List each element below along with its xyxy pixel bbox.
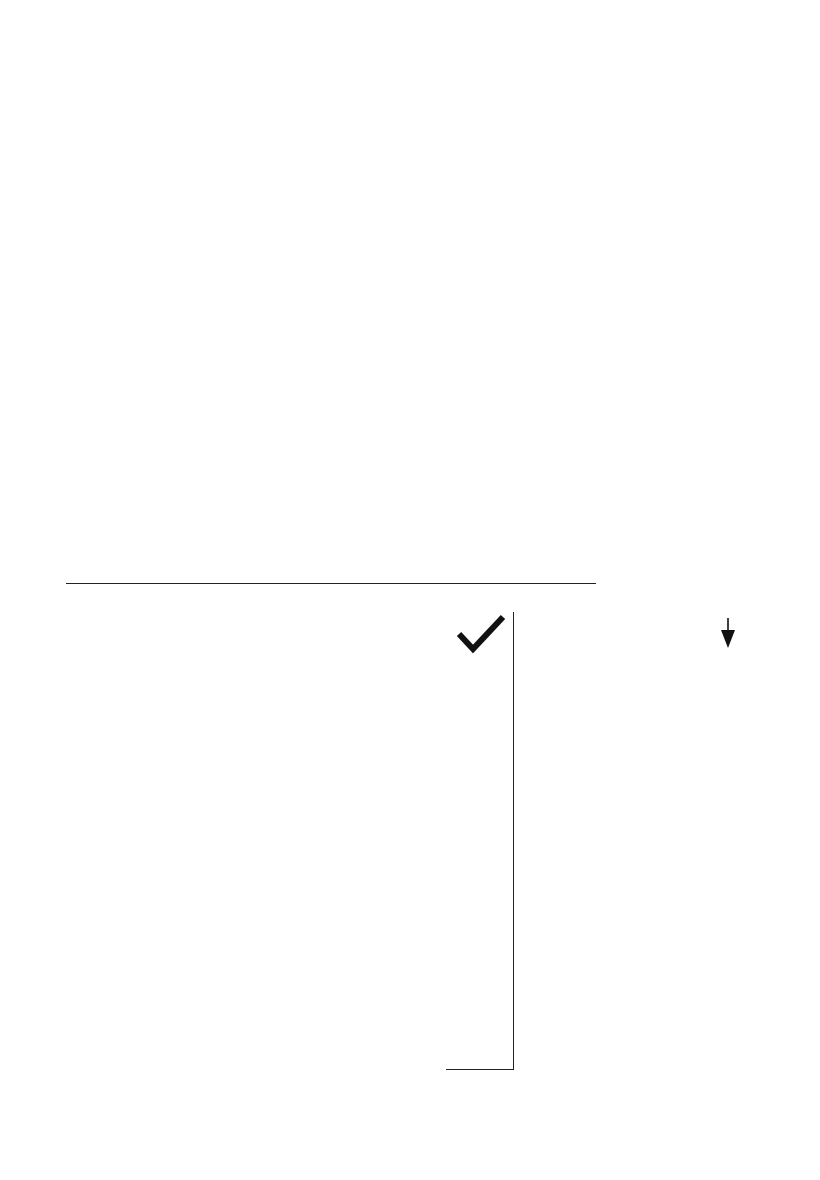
- horizontal-rule: [66, 583, 596, 584]
- arrow-down-icon: [720, 618, 736, 648]
- section-heading-frame: [446, 612, 514, 1070]
- checkmark-icon: [456, 614, 506, 654]
